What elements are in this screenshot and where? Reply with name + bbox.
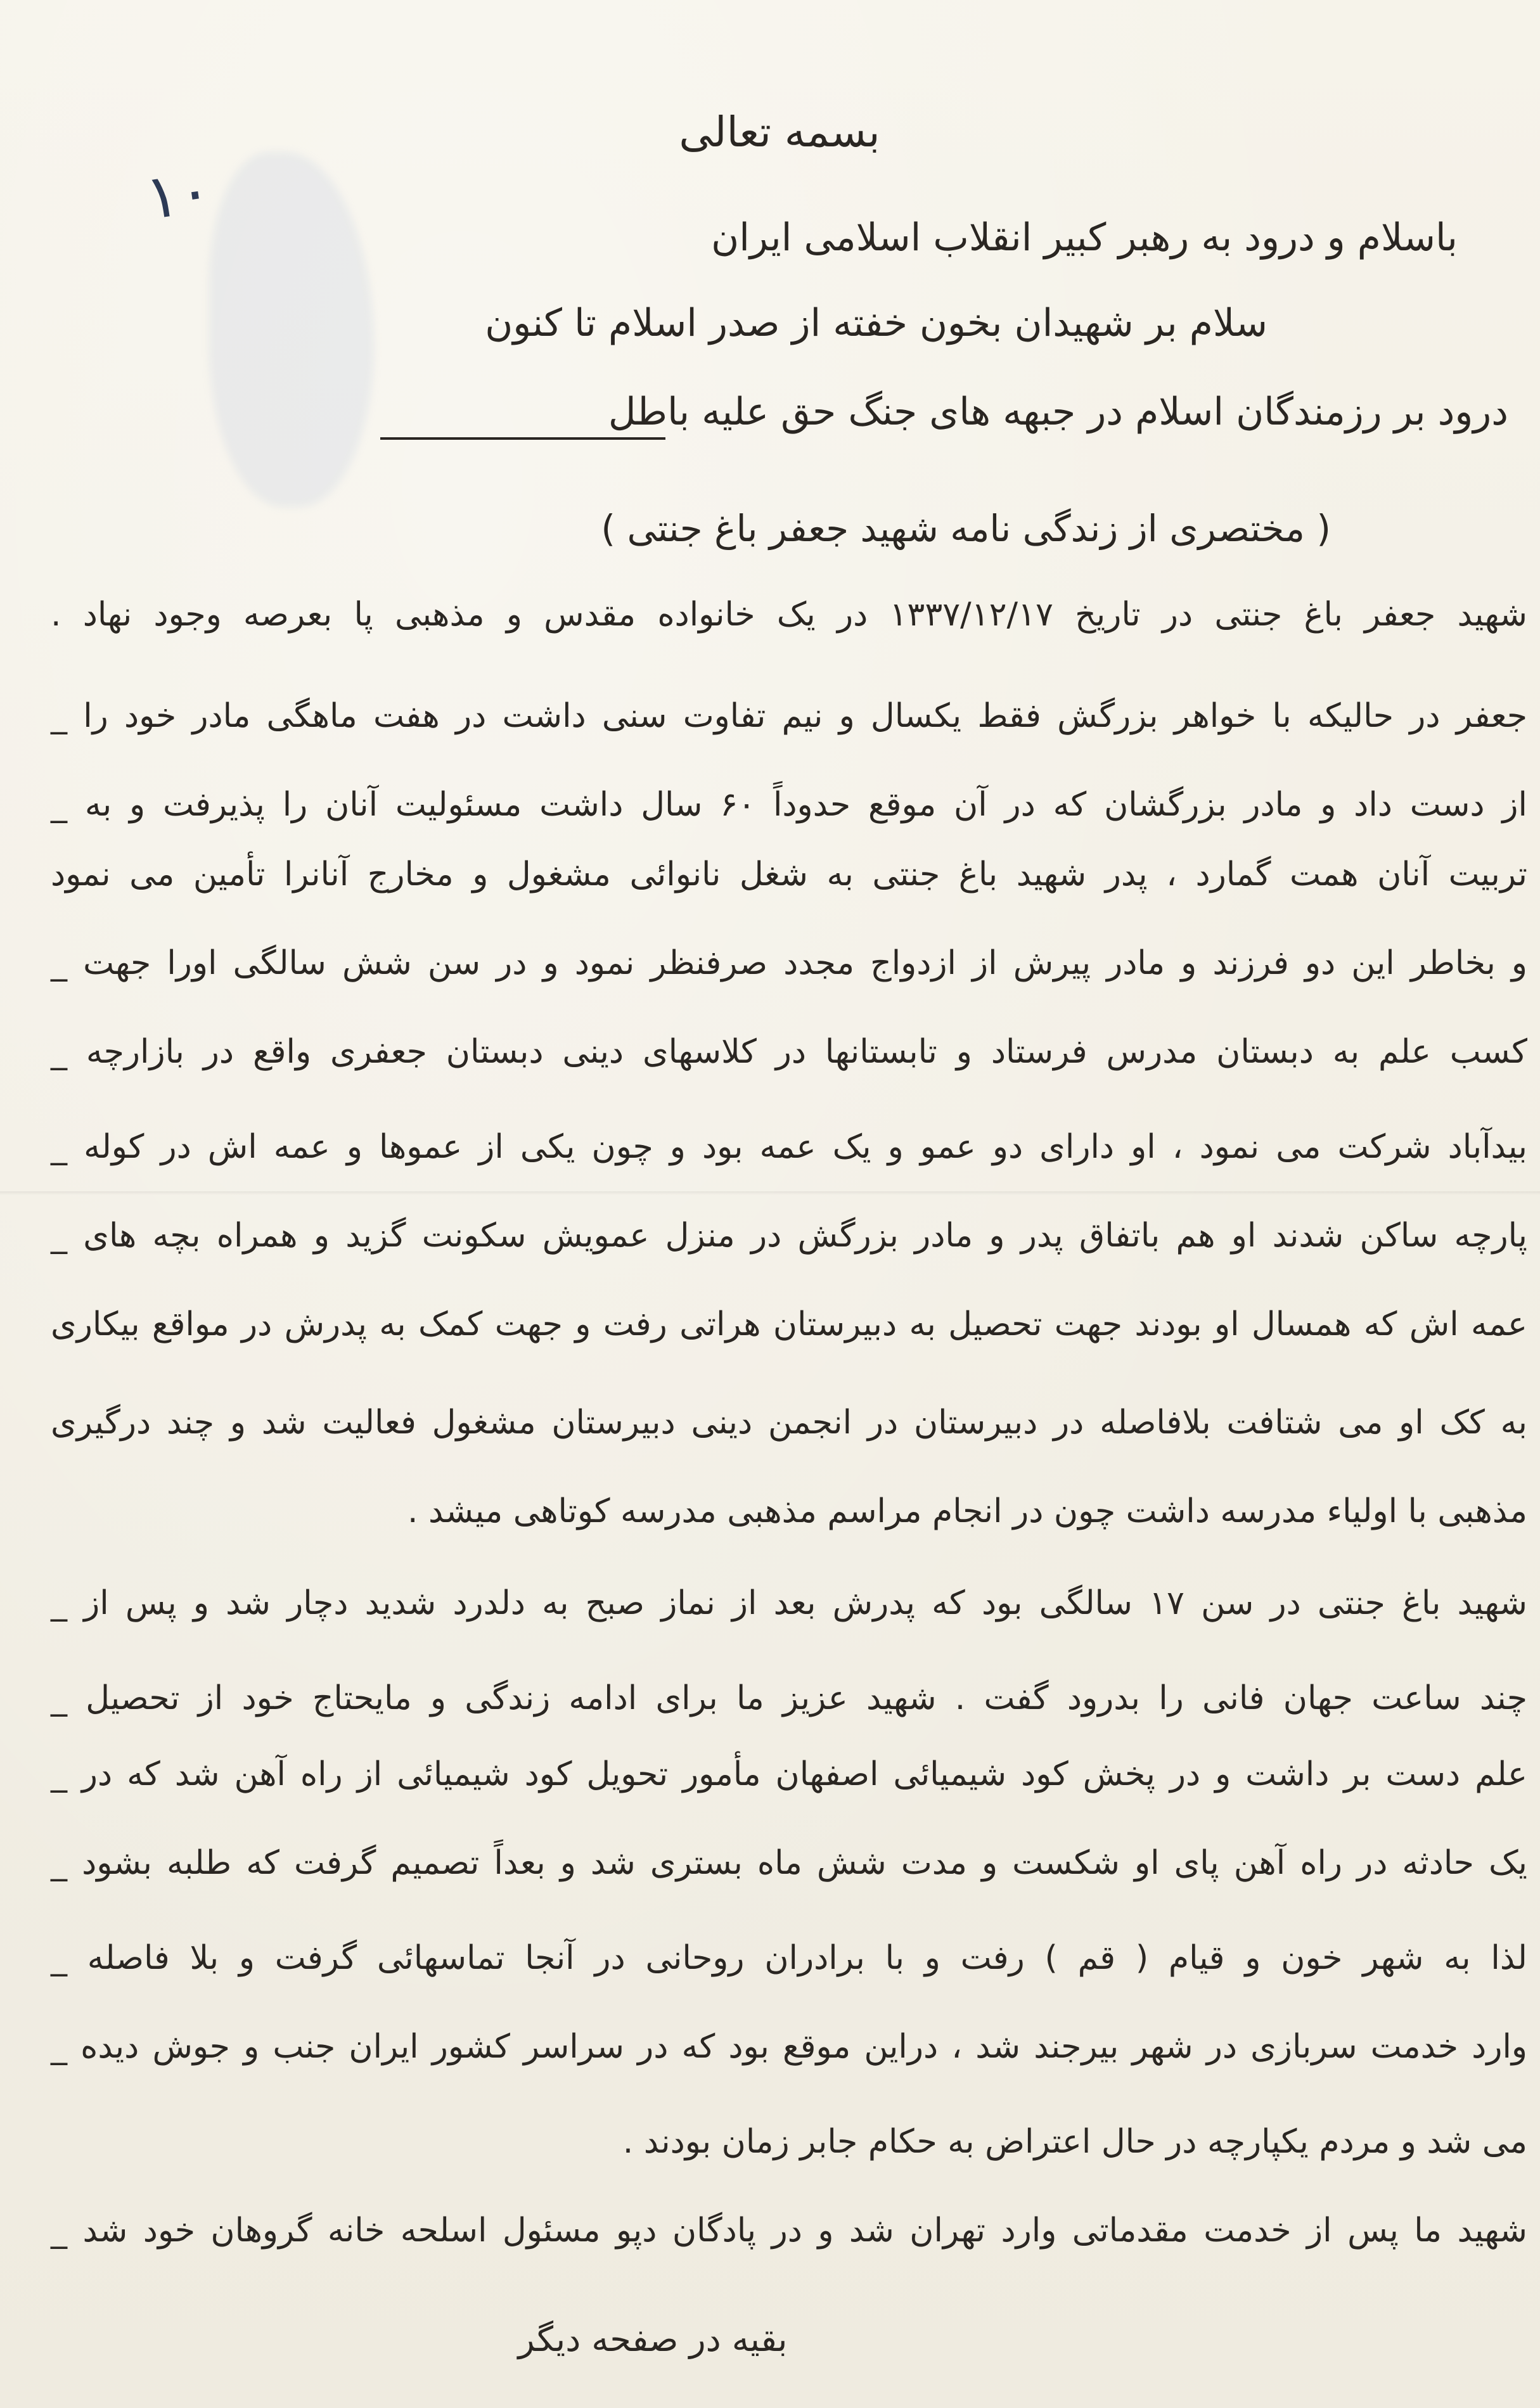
body-line: شهید باغ جنتی در سن ۱۷ سالگی بود که پدرش بعد از نماز صبح به دلدرد شدید دچار شد و پس از _ — [51, 1584, 1527, 1622]
body-line: شهید ما پس از خدمت مقدماتی وارد تهران شد و در پادگان دپو مسئول اسلحه خانه گروهان خود شد _ — [51, 2212, 1527, 2250]
document-title: ( مختصری از زندگی نامه شهید جعفر باغ جنتی ) — [601, 507, 1331, 550]
margin-mark: ۱۰ — [141, 154, 216, 234]
body-line: یک حادثه در راه آهن پای او شکست و مدت شش ماه بستری شد و بعداً تصمیم گرفت که طلبه بشود _ — [51, 1844, 1527, 1882]
salutation-underline — [380, 437, 665, 440]
body-line: می شد و مردم یکپارچه در حال اعتراض به حکام جابر زمان بودند . — [622, 2123, 1527, 2161]
body-line: لذا به شهر خون و قیام ( قم ) رفت و با برادران روحانی در آنجا تماسهائی گرفت و بلا فاصله _ — [51, 1939, 1527, 1977]
salutation-2: سلام بر شهیدان بخون خفته از صدر اسلام تا کنون — [485, 301, 1267, 345]
body-line: کسب علم به دبستان مدرس فرستاد و تابستانها در کلاسهای دینی دبستان جعفری واقع در بازارچه _ — [51, 1033, 1527, 1071]
body-line: بیدآباد شرکت می نمود ، او دارای دو عمو و یک عمه بود و چون یکی از عموها و عمه اش در کوله _ — [51, 1128, 1527, 1166]
body-line: جعفر در حالیکه با خواهر بزرگش فقط یکسال و نیم تفاوت سنی داشت در هفت ماهگی مادر خود را _ — [51, 697, 1527, 735]
body-line: و بخاطر این دو فرزند و مادر پیرش از ازدواج مجدد صرفنظر نمود و در سن شش سالگی اورا جهت _ — [51, 944, 1527, 982]
body-line: علم دست بر داشت و در پخش کود شیمیائی اصفهان مأمور تحویل کود شیمیائی از راه آهن شد که در _ — [51, 1755, 1527, 1793]
body-line: از دست داد و مادر بزرگشان که در آن موقع حدوداً ۶۰ سال داشت مسئولیت آنان را پذیرفت و به _ — [51, 786, 1527, 824]
paper-fold — [0, 1191, 1540, 1195]
salutation-3: درود بر رزمندگان اسلام در جبهه های جنگ حق علیه باطل — [608, 390, 1508, 434]
body-line: پارچه ساکن شدند او هم باتفاق پدر و مادر بزرگش در منزل عمویش سکونت گزید و همراه بچه های _ — [51, 1217, 1527, 1255]
body-line: چند ساعت جهان فانی را بدرود گفت . شهید عزیز ما برای ادامه زندگی و مایحتاج خود از تحصیل _ — [51, 1679, 1527, 1717]
body-line: وارد خدمت سربازی در شهر بیرجند شد ، دراین موقع بود که در سراسر کشور ایران جنب و جوش دیده _ — [51, 2028, 1527, 2066]
body-line: مذهبی با اولیاء مدرسه داشت چون در انجام مراسم مذهبی مدرسه کوتاهی میشد . — [407, 1492, 1527, 1530]
body-line: تربیت آنان همت گمارد ، پدر شهید باغ جنتی به شغل نانوائی مشغول و مخارج آنانرا تأمین می نمود — [51, 855, 1527, 893]
document-heading: بسمه تعالی — [679, 108, 880, 157]
body-line: شهید جعفر باغ جنتی در تاریخ ۱۳۳۷/۱۲/۱۷ در یک خانواده مقدس و مذهبی پا بعرصه وجود نهاد . — [51, 596, 1528, 634]
body-line: عمه اش که همسال او بودند جهت تحصیل به دبیرستان هراتی رفت و جهت کمک به پدرش در مواقع بیکاری — [51, 1305, 1527, 1343]
body-line: به کک او می شتافت بلافاصله در دبیرستان در انجمن دینی دبیرستان مشغول فعالیت شد و چند درگیری — [51, 1404, 1527, 1442]
continuation-note: بقیه در صفحه دیگر — [518, 2319, 788, 2359]
salutation-1: باسلام و درود به رهبر کبیر انقلاب اسلامی ایران — [711, 215, 1458, 260]
